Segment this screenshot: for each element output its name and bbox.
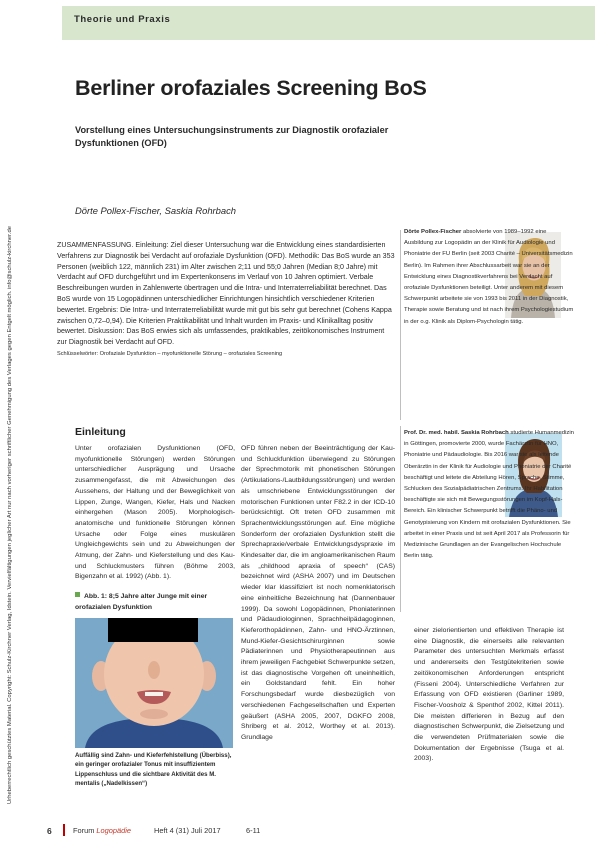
journal-name bbox=[73, 826, 131, 835]
article-title: Berliner orofaziales Screening BoS bbox=[75, 76, 427, 100]
journal-forum: Forum bbox=[73, 826, 95, 835]
author-bio-rohrbach bbox=[404, 428, 574, 562]
body-column-2: OFD führen neben der Beeinträchtigung der Kau- und Schluckfunktion überwiegend zu Störungen der Sprechmotorik mit phonetischen Störungen (Artikulations-/Lautbildungsstörungen) und werden als umschriebene Entwicklungsstörungen der motorischen Funktionen unter F82.2 in der ICD-10 berücksichtigt. Oft treten OFD zusammen mit Sprachentwicklungsstörungen auf. Eine mögliche Sonderform der orofazialen Dysfunktion stellt die Sprechapraxie/verbale Entwicklungsdyspraxie im Kindesalter dar, die im angloamerikanischen Raum als „childhood apraxia of speech“ (CAS) bezeichnet wird (ASHA 2007) und im Deutschen wieder klar klassifiziert ist noch nomenklatorisch eine einheitliche Bezeichnung hat (Dannenbauer 1999). Da sowohl Logopädinnen, Phoniaterinnen und Pädaudiologinnen, Sprachheilpädagoginnen, Kieferorthopädinnen, Zahn- und HNO-Ärztinnen, Mund-Kiefer-Gesichtschirurginnen sowie Pädiaterinnen und Physiotherapeutinnen aus ihrem jeweiligen Fachgebiet Schwerpunkte setzen, ist das diagnostische Vorgehen oft uneinheitlich, ein Goldstandard fehlt. Ein hoher Forschungsbedarf wurde diesbezüglich von verschiedenen Fachgesellschaften und Experten geäußert (ASHA 2005, 2007, DGKFO 2008, Shriberg et al. 2012, Worthey et al. 2013). Grundlage bbox=[241, 445, 395, 741]
abstract-text: ZUSAMMENFASSUNG. Einleitung: Ziel dieser Untersuchung war die Entwicklung eines standardisierten Verfahrens zur Diagnostik bei Verdacht auf orofaziale Dysfunktion (OFD). Methodik: Das BoS wurde an 353 Personen (weiblich 122, männlich 231) im Alter zwischen 2;11 und 55;0 Jahren (Median 8;0 Jahre) mit Verdacht auf OFD durchgeführt und im Expertenkonsens im Verlauf von 10 Jahren optimiert. Verbale Beschreibungen wurden in Zahlenwerte übertragen und die Intra- und Interraterreliabilität berechnet. Das BoS wurde von 15 Logopädinnen unterschiedlicher Einrichtungen hinsichtlich verschiedener Kriterien bewertet. Ergebnis: Die Intra- und Interraterreliabilität wurde mit gut bis sehr gut berechnet (Cohens Kappa zwischen 0,72–0,94). Die Kriterien Praktikabilität und Inhalt wurden im Praxis- und Klinikalltag positiv bewertet. Diskussion: Das BoS erwies sich als umfassendes, praktikables, zeitökonomisches Instrument zur Diagnostik bei Verdacht auf OFD. bbox=[57, 241, 395, 347]
author-bio-name: Dörte Pollex-Fischer bbox=[404, 229, 462, 235]
abstract bbox=[57, 240, 395, 359]
author-bio-name: Prof. Dr. med. habil. Saskia Rohrbach bbox=[404, 430, 509, 436]
article-subtitle: Vorstellung eines Untersuchungsinstruments zur Diagnostik orofazialer Dysfunktionen (OFD) bbox=[75, 125, 389, 148]
author-bio-pollex-fischer bbox=[404, 227, 574, 328]
column-divider bbox=[400, 426, 401, 612]
journal-logo: Logopädie bbox=[96, 826, 131, 835]
copyright-side-notice bbox=[4, 24, 18, 804]
figure-marker-icon bbox=[75, 592, 80, 597]
journal-pages: 6-11 bbox=[246, 826, 261, 835]
footer-accent-bar bbox=[63, 824, 65, 836]
keywords: Schlüsselwörter: Orofaziale Dysfunktion – myofunktionelle Störung – orofaziales Screening bbox=[57, 350, 283, 357]
figure-caption: Auffällig sind Zahn- und Kieferfehlstellung (Überbiss), ein geringer orofazialer Tonus mit insuffizientem Lippenschluss und die sichtbare Aktivität des M. mentalis („Nadelkissen“) bbox=[75, 752, 232, 787]
section-label: Theorie und Praxis bbox=[74, 14, 171, 25]
page-number: 6 bbox=[47, 826, 52, 836]
column-divider bbox=[400, 230, 401, 420]
author-bio-text: absolvierte von 1989–1992 eine Ausbildung zur Logopädin an der Klinik für Audiologie und Phoniatrie der FU Berlin (seit 2003 Charité – Universitätsmedizin Berlin). Im Rahmen ihrer Abschlussarbeit war sie an der Entwicklung eines Diagnostikverfahrens bei Verdacht auf orofaziale Dysfunktionen beteiligt. Unter anderem mit diesem Schwerpunkt arbeitete sie von 1993 bis 2011 in der Diagnostik, Therapie sowie Beratung und ist nach ihrem Psychologiestudium in der o.g. Klinik als Diplom-Psychologin tätig. bbox=[404, 229, 574, 325]
figure-label bbox=[75, 592, 235, 613]
body-column-3: einer zielorientierten und effektiven Therapie ist eine Diagnostik, die einerseits alle relevanten Parameter des untersuchten Merkmals erfasst und andererseits den Testgütekriterien sowie zeitökonomischen Anforderungen entspricht (Fisseni 2004). Unterschiedliche Verfahren zur Erfassung von OFD existieren (Garliner 1989, Fischer-Voosholz & Spenthof 2002, Kittel 2011). Die meisten differieren in Bezug auf den diagnostischen Schwerpunkt, die Zielsetzung und die verwendeten Prüfmaterialen sowie die Dokumentation der Ergebnisse (Tsuga et al. 2003). bbox=[414, 627, 564, 763]
figure-photo-boy bbox=[75, 618, 233, 748]
copyright-side-notice-text: Urheberrechtlich geschütztes Material. Copyright: Schulz-Kirchner Verlag, Idstein. Vervielfältigungen jeglicher Art nur nach vorheriger schriftlicher Genehmigung des Verlages gegen Entgelt möglich. info@schulz-kirchner.de bbox=[7, 226, 13, 804]
author-bio-text: studierte Humanmedizin in Göttingen, promovierte 2000, wurde Fachärztin für HNO, Phoniatrie und Pädaudiologie. Bis 2016 war sie als leitende Oberärztin in der Klinik für Audiologie und Phoniatrie der Charité beschäftigt und leitete die Abteilung Hören, Sprache, Stimme, Schlucken des Sozialpädiatrischen Zentrums. Ihr Habilitation beschäftigte sie sich mit Bewegungsstörungen im Kopf-Hals-Bereich. Ein klinischer Schwerpunkt betrifft die Phäno- und Genotypisierung von Kindern mit orofazialen Dysfunktionen. Sie arbeitet in einer Praxis und ist seit April 2017 als Professorin für Medizinische Grundlagen an der Evangelischen Hochschule Berlin tätig. bbox=[404, 430, 574, 560]
article-authors: Dörte Pollex-Fischer, Saskia Rohrbach bbox=[75, 205, 237, 216]
journal-issue: Heft 4 (31) Juli 2017 bbox=[154, 826, 221, 835]
section-heading-einleitung: Einleitung bbox=[75, 426, 126, 438]
figure-label-text: Abb. 1: 8;5 Jahre alter Junge mit einer orofazialen Dysfunktion bbox=[75, 593, 208, 611]
body-column-1: Unter orofazialen Dysfunktionen (OFD, myofunktionelle Störungen) werden Störungen unterschiedlicher Ausprägung und Ursache zusammengefasst, die mit Abweichungen des Aussehens, der Haltung und der Beweglichkeit von Lippen, Zunge, Wangen, Kiefer, Hals und Nacken einhergehen (Mason 2005). Morphologisch-anatomische und funktionelle Störungen können Ursache oder Folge eines muskulären Ungleichgewichts sein und zu Abweichungen der Atmung, der Zahn- und Kieferstellung und des Kau- und Schluckmusters führen (Böhme 2003, Bigenzahn et al. 1992) (Abb. 1). bbox=[75, 445, 235, 581]
